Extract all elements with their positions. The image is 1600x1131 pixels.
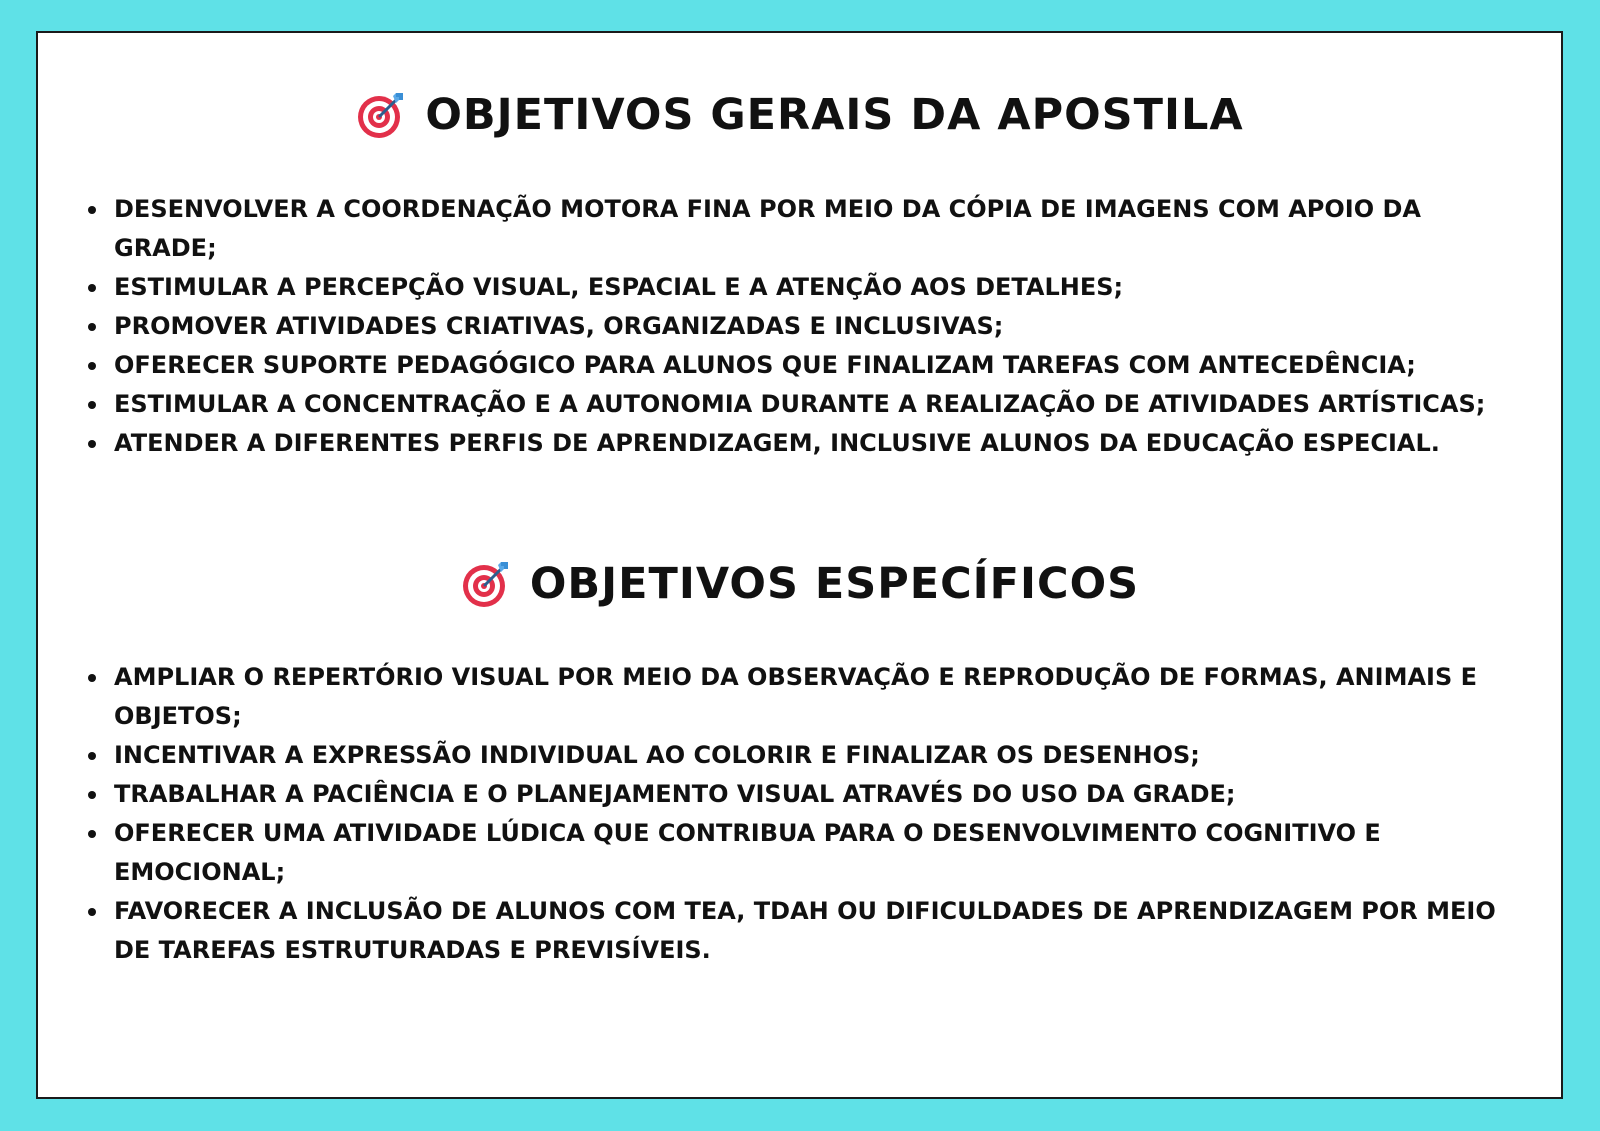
specific-objectives-list — [88, 658, 1523, 970]
list-item: ESTIMULAR A CONCENTRAÇÃO E A AUTONOMIA DURANTE A REALIZAÇÃO DE ATIVIDADES ARTÍSTICAS; — [114, 385, 1523, 424]
list-item: ESTIMULAR A PERCEPÇÃO VISUAL, ESPACIAL E A ATENÇÃO AOS DETALHES; — [114, 268, 1523, 307]
list-item: AMPLIAR O REPERTÓRIO VISUAL POR MEIO DA OBSERVAÇÃO E REPRODUÇÃO DE FORMAS, ANIMAIS E OBJETOS; — [114, 658, 1523, 736]
list-item: OFERECER UMA ATIVIDADE LÚDICA QUE CONTRIBUA PARA O DESENVOLVIMENTO COGNITIVO E EMOCIONAL; — [114, 814, 1523, 892]
list-item: DESENVOLVER A COORDENAÇÃO MOTORA FINA POR MEIO DA CÓPIA DE IMAGENS COM APOIO DA GRADE; — [114, 190, 1523, 268]
list-item: FAVORECER A INCLUSÃO DE ALUNOS COM TEA, TDAH OU DIFICULDADES DE APRENDIZAGEM POR MEIO DE TAREFAS ESTRUTURADAS E PREVISÍVEIS. — [114, 892, 1523, 970]
target-icon — [460, 558, 512, 610]
specific-objectives-title: OBJETIVOS ESPECÍFICOS — [529, 559, 1140, 609]
list-item: PROMOVER ATIVIDADES CRIATIVAS, ORGANIZADAS E INCLUSIVAS; — [114, 307, 1523, 346]
list-item: OFERECER SUPORTE PEDAGÓGICO PARA ALUNOS QUE FINALIZAM TAREFAS COM ANTECEDÊNCIA; — [114, 346, 1523, 385]
general-objectives-title: OBJETIVOS GERAIS DA APOSTILA — [425, 90, 1244, 140]
document-card — [36, 31, 1563, 1099]
list-item: INCENTIVAR A EXPRESSÃO INDIVIDUAL AO COLORIR E FINALIZAR OS DESENHOS; — [114, 736, 1523, 775]
general-objectives-list — [88, 190, 1523, 463]
specific-objectives-heading — [38, 558, 1561, 610]
general-objectives-heading — [38, 89, 1561, 141]
target-icon — [355, 89, 407, 141]
list-item: TRABALHAR A PACIÊNCIA E O PLANEJAMENTO VISUAL ATRAVÉS DO USO DA GRADE; — [114, 775, 1523, 814]
list-item: ATENDER A DIFERENTES PERFIS DE APRENDIZAGEM, INCLUSIVE ALUNOS DA EDUCAÇÃO ESPECIAL. — [114, 424, 1523, 463]
